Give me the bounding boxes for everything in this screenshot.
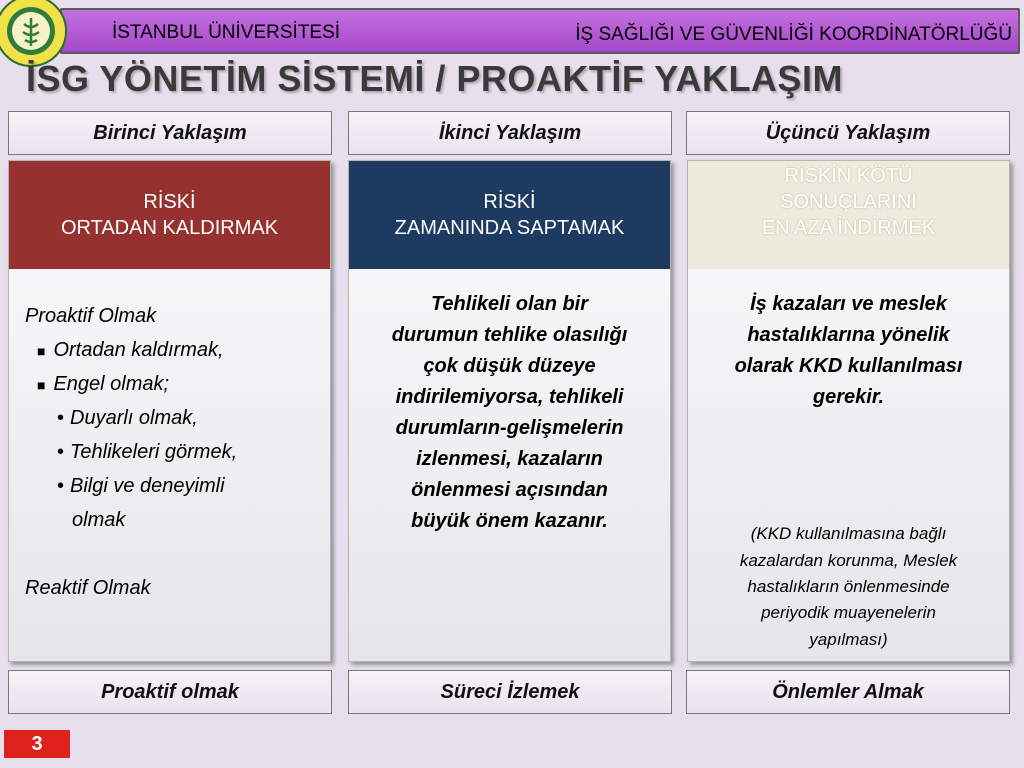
- column-1-panel: [8, 160, 331, 662]
- page-number: 3: [4, 730, 70, 758]
- page-title: İSG YÖNETİM SİSTEMİ / PROAKTİF YAKLAŞIM: [26, 58, 843, 99]
- body-line: büyük önem kazanır.: [411, 510, 608, 532]
- column-3-heading-line: EN AZA İNDİRMEK: [761, 217, 936, 239]
- body-line: olarak KKD kullanılması: [734, 355, 963, 377]
- sub-list-item: [25, 401, 314, 435]
- column-1-body: [9, 269, 330, 623]
- bullet-icon: •: [57, 441, 65, 463]
- sub-list-item: [25, 469, 314, 503]
- note-line: periyodik muayenelerin: [761, 603, 936, 623]
- column-3-heading-line: SONUÇLARINI: [780, 191, 917, 213]
- body-line: Tehlikeli olan bir: [430, 293, 589, 315]
- list-item-text: Ortadan kaldırmak,: [53, 339, 224, 361]
- bullet-icon: •: [57, 407, 65, 429]
- column-2-heading-line: RİSKİ: [483, 191, 536, 213]
- sub-list-item-text: Duyarlı olmak,: [70, 407, 198, 429]
- department-name: İŞ SAĞLIĞI VE GÜVENLİĞİ KOORDİNATÖRLÜĞÜ: [575, 24, 1012, 45]
- body-line: izlenmesi, kazaların: [416, 448, 603, 470]
- column-3-bottom-label: Önlemler Almak: [686, 670, 1010, 714]
- reactive-heading: Reaktif Olmak: [25, 577, 151, 599]
- note-line: (KKD kullanılmasına bağlı: [750, 524, 947, 544]
- sub-list-item: [25, 435, 314, 469]
- sub-list-item-text: Tehlikeleri görmek,: [70, 441, 238, 463]
- column-2-panel: [348, 160, 671, 662]
- column-2-heading-line: ZAMANINDA SAPTAMAK: [394, 217, 625, 239]
- column-1-bottom-label: Proaktif olmak: [8, 670, 332, 714]
- body-line: indirilemiyorsa, tehlikeli: [395, 386, 624, 408]
- list-item-text: Engel olmak;: [53, 373, 170, 395]
- body-line: çok düşük düzeye: [423, 355, 596, 377]
- column-3-heading: [688, 161, 1009, 269]
- column-2-body: [349, 269, 670, 555]
- note-line: kazalardan korunma, Meslek: [739, 550, 958, 570]
- body-line: durumun tehlike olasılığı: [391, 324, 628, 346]
- body-line: hastalıklarına yönelik: [747, 324, 950, 346]
- column-2-bottom-label: Süreci İzlemek: [348, 670, 672, 714]
- body-line: durumların-gelişmelerin: [395, 417, 624, 439]
- list-item: [25, 333, 314, 367]
- column-2-heading: [349, 161, 670, 269]
- column-1-heading-line: ORTADAN KALDIRMAK: [60, 217, 279, 239]
- column-1-heading: [9, 161, 330, 269]
- note-line: yapılması): [809, 629, 888, 649]
- university-name: İSTANBUL ÜNİVERSİTESİ: [112, 22, 341, 43]
- body-line: önlenmesi açısından: [411, 479, 608, 501]
- bullet-icon: •: [57, 475, 65, 497]
- kkd-note: [704, 521, 993, 653]
- column-1-heading-line: RİSKİ: [143, 191, 196, 213]
- column-3-panel: [687, 160, 1010, 662]
- body-line: İş kazaları ve meslek: [750, 293, 947, 315]
- column-3-heading-line: RİSKİN KÖTÜ: [784, 165, 913, 187]
- column-3-body: [688, 269, 1009, 431]
- sub-list-item-continued: olmak: [72, 509, 126, 531]
- note-line: hastalıkların önlenmesinde: [747, 576, 950, 596]
- square-bullet-icon: ■: [37, 377, 46, 393]
- sub-list-item-text: Bilgi ve deneyimli: [70, 475, 225, 497]
- column-1-top-label: Birinci Yaklaşım: [8, 111, 332, 155]
- list-item: [25, 367, 314, 401]
- square-bullet-icon: ■: [37, 343, 46, 359]
- column-2-top-label: İkinci Yaklaşım: [348, 111, 672, 155]
- column-3-top-label: Üçüncü Yaklaşım: [686, 111, 1010, 155]
- proactive-heading: Proaktif Olmak: [25, 305, 157, 327]
- body-line: gerekir.: [812, 386, 885, 408]
